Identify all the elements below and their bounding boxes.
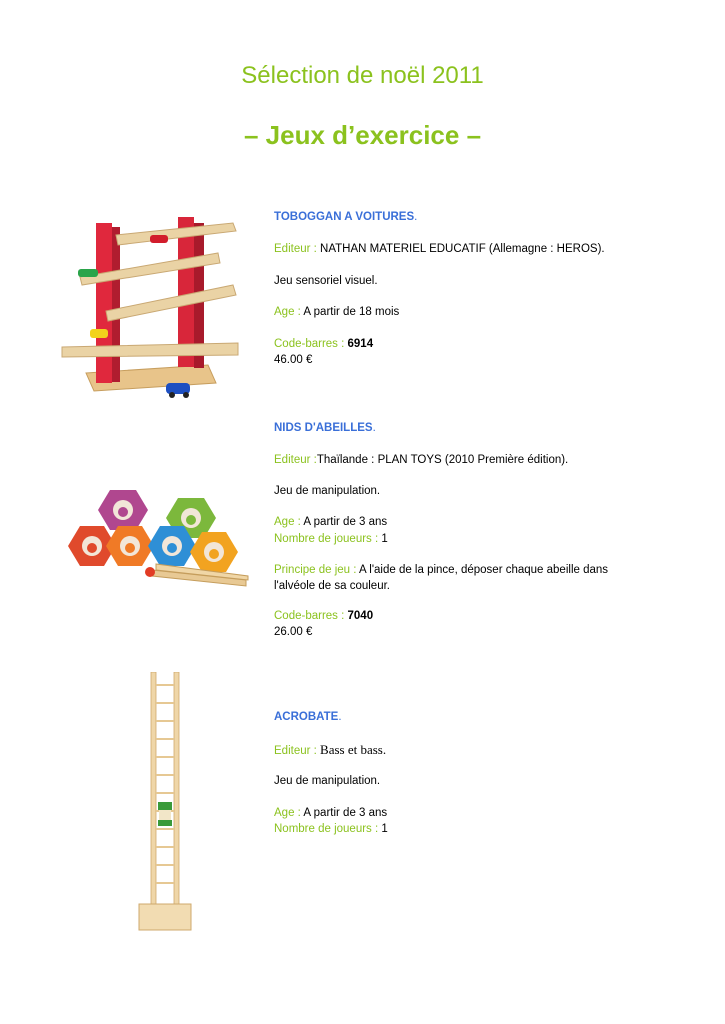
game-type: Jeu sensoriel visuel.	[274, 275, 378, 287]
players-label: Nombre de joueurs :	[274, 533, 382, 545]
barcode-line	[274, 608, 634, 625]
car-ramp-toy-image	[58, 205, 248, 405]
age-value: A partir de 3 ans	[303, 807, 388, 819]
editeur-line	[274, 741, 634, 760]
age-line	[274, 304, 634, 321]
product-name: NIDS D'ABEILLES.	[274, 422, 376, 434]
age-value: A partir de 18 mois	[303, 306, 400, 318]
editeur-value: NATHAN MATERIEL EDUCATIF (Allemagne : HEROS).	[320, 243, 605, 255]
barcode-value: 6914	[347, 338, 374, 350]
editeur-label: Editeur :	[274, 243, 321, 255]
editeur-line	[274, 241, 634, 258]
principle-label: Principe de jeu :	[274, 564, 360, 576]
players-value: 1	[381, 533, 388, 545]
barcode-label: Code-barres :	[274, 610, 348, 622]
players-value: 1	[381, 823, 388, 835]
age-label: Age :	[274, 306, 304, 318]
editeur-line	[274, 452, 634, 469]
age-label: Age :	[274, 807, 304, 819]
editeur-label: Editeur :	[274, 454, 317, 466]
page-subtitle: – Jeux d’exercice –	[243, 120, 482, 150]
price: 46.00 €	[274, 354, 313, 366]
barcode-label: Code-barres :	[274, 338, 348, 350]
principle-text-1: A l'aide de la pince, déposer chaque abeille dans	[359, 564, 609, 576]
game-type: Jeu de manipulation.	[274, 485, 381, 497]
barcode-line	[274, 336, 634, 353]
game-type: Jeu de manipulation.	[274, 775, 381, 787]
editeur-label: Editeur :	[274, 745, 321, 757]
age-label: Age :	[274, 516, 304, 528]
principle-line	[274, 562, 634, 579]
age-line	[274, 514, 634, 531]
editeur-value: Thaïlande : PLAN TOYS (2010 Première édition).	[316, 454, 569, 466]
page-title: Sélection de noël 2011	[241, 62, 484, 89]
barcode-value: 7040	[347, 610, 374, 622]
players-line	[274, 531, 634, 548]
editeur-value: Bass et bass.	[320, 742, 387, 757]
beehive-toy-image	[66, 486, 252, 590]
age-value: A partir de 3 ans	[303, 516, 388, 528]
price: 26.00 €	[274, 626, 313, 638]
product-name: ACROBATE.	[274, 711, 342, 723]
principle-text-2: l'alvéole de sa couleur.	[274, 580, 390, 592]
age-line	[274, 805, 634, 822]
players-label: Nombre de joueurs :	[274, 823, 382, 835]
product-name: TOBOGGAN A VOITURES.	[274, 211, 418, 223]
players-line	[274, 821, 634, 838]
ladder-toy-image	[136, 672, 194, 934]
